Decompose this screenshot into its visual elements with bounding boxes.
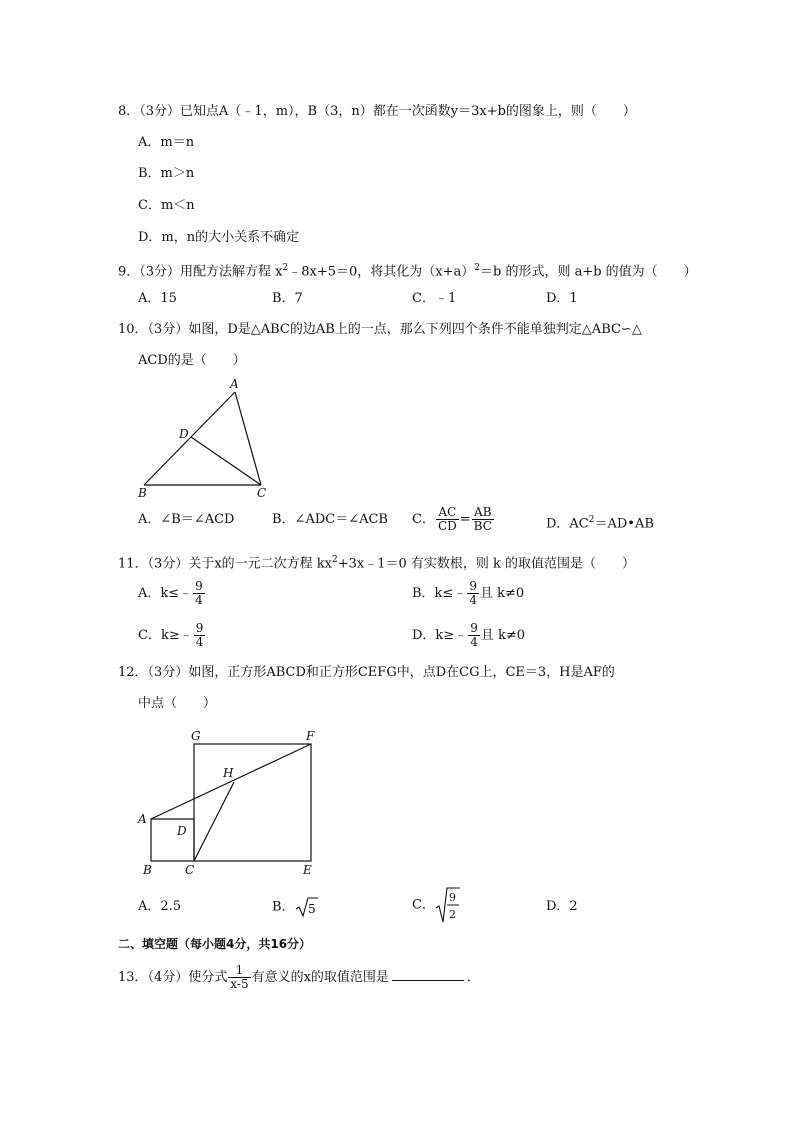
q12-segment-ch bbox=[194, 782, 234, 861]
q10-label-a: A bbox=[230, 377, 239, 391]
q12-label-b: B bbox=[143, 863, 152, 877]
q9-stem-mid: ﹣8x+5＝0，将其化为（x+a） bbox=[288, 264, 475, 280]
q10-frac2-den: BC bbox=[473, 519, 492, 533]
q12-sqrt5 bbox=[295, 893, 319, 921]
q8-option-d[interactable]: D．m，n的大小关系不确定 bbox=[138, 230, 300, 245]
q9-stem bbox=[118, 259, 697, 281]
q10-segment-dc bbox=[191, 437, 261, 485]
q11-option-d-post: 且 k≠0 bbox=[480, 628, 526, 643]
q11-b-fraction bbox=[467, 580, 479, 607]
q11-option-b[interactable] bbox=[412, 578, 524, 610]
q11-stem-pre: 11．（3分）关于x的一元二次方程 kx bbox=[118, 556, 332, 572]
q13-fraction bbox=[228, 964, 250, 991]
q12-label-c: C bbox=[185, 863, 195, 877]
q8-option-c[interactable]: C．m＜n bbox=[138, 198, 195, 213]
q11-c-num: 9 bbox=[195, 621, 204, 635]
q12-label-h: H bbox=[223, 766, 234, 780]
q12-option-d[interactable]: D．2 bbox=[546, 899, 578, 914]
q13-answer-blank[interactable] bbox=[392, 968, 464, 981]
q13-end: ． bbox=[466, 970, 480, 985]
q8-option-b[interactable]: B．m＞n bbox=[138, 166, 195, 181]
q11-a-den: 4 bbox=[195, 593, 203, 607]
q10-frac1-den: CD bbox=[437, 519, 457, 533]
q11-stem bbox=[118, 551, 635, 573]
q12-label-a: A bbox=[138, 812, 147, 826]
q10-fraction-ac-cd bbox=[436, 506, 459, 533]
q12-label-g: G bbox=[191, 729, 201, 743]
q10-stem-line1: 10．（3分）如图，D是△ABC的边AB上的一点，那么下列四个条件不能单独判定△ABC∽△ bbox=[118, 322, 642, 337]
q8-stem: 8．（3分）已知点A（﹣1，m），B（3，n）都在一次函数y＝3x+b的图象上，则（ ） bbox=[118, 104, 636, 119]
q10-option-d-sup: 2 bbox=[588, 515, 595, 525]
q13-post: 有意义的x的取值范围是 bbox=[251, 970, 389, 985]
q10-option-c-prefix: C． bbox=[412, 512, 435, 527]
q12-segment-af bbox=[151, 744, 311, 819]
q11-option-c[interactable] bbox=[138, 620, 206, 652]
q13-num: 1 bbox=[228, 964, 250, 978]
q11-option-a[interactable] bbox=[138, 578, 206, 610]
q10-side-ac bbox=[235, 392, 261, 485]
radical-sign-icon bbox=[295, 896, 319, 918]
q12-stem-line1: 12．（3分）如图，正方形ABCD和正方形CEFG中，点D在CG上，CE＝3，H是AF的 bbox=[118, 665, 615, 680]
q12-c-den: 2 bbox=[448, 907, 456, 921]
q10-option-b[interactable]: B．∠ADC＝∠ACB bbox=[272, 512, 388, 527]
q12-stem-line2: 中点（ ） bbox=[138, 696, 217, 711]
q13-den: x-5 bbox=[230, 977, 249, 991]
q12-option-b-pre: B． bbox=[272, 899, 295, 915]
q12-square-abcd bbox=[151, 819, 194, 861]
q11-a-num: 9 bbox=[195, 579, 203, 593]
q11-c-fraction bbox=[194, 622, 206, 649]
q10-option-d-post: ＝AD•AB bbox=[594, 516, 654, 532]
q12-label-e: E bbox=[303, 863, 312, 877]
q11-b-den: 4 bbox=[469, 593, 477, 607]
q11-option-a-pre: A．k≤﹣ bbox=[138, 586, 193, 601]
section-fill-in-heading: 二、填空题（每小题4分，共16分） bbox=[118, 937, 312, 951]
q10-stem-line2: ACD的是（ ） bbox=[138, 353, 246, 368]
q13-pre: 13．（4分）使分式 bbox=[118, 970, 228, 985]
q11-c-den: 4 bbox=[195, 635, 204, 649]
q11-a-fraction bbox=[193, 580, 205, 607]
q11-d-fraction bbox=[468, 622, 480, 649]
q10-option-d[interactable] bbox=[546, 511, 654, 533]
q12-option-b[interactable] bbox=[272, 893, 319, 922]
q11-option-b-post: 且 k≠0 bbox=[479, 586, 525, 601]
q10-fraction-ab-bc bbox=[472, 506, 494, 533]
q12-option-a[interactable]: A．2.5 bbox=[138, 899, 182, 914]
q12-label-f: F bbox=[306, 729, 315, 743]
q11-d-num: 9 bbox=[470, 621, 478, 635]
q12-square-cefg bbox=[194, 744, 311, 861]
q9-sup1: 2 bbox=[282, 263, 289, 273]
q9-stem-pre: 9．（3分）用配方法解方程 x bbox=[118, 264, 283, 280]
q10-side-ab bbox=[144, 392, 235, 485]
q11-option-b-pre: B．k≤﹣ bbox=[412, 586, 467, 601]
q12-option-c-pre: C． bbox=[412, 897, 435, 913]
q9-sup2: 2 bbox=[474, 263, 480, 273]
q9-stem-post: ＝b 的形式，则 a+b 的值为（ ） bbox=[480, 264, 697, 280]
radical-fraction-icon bbox=[435, 886, 461, 924]
q12-squares-figure bbox=[130, 725, 330, 880]
q10-label-b: B bbox=[138, 486, 147, 500]
q9-option-d[interactable]: D．1 bbox=[546, 291, 578, 306]
q10-frac2-num: AB bbox=[472, 506, 494, 520]
q10-option-a[interactable]: A．∠B＝∠ACD bbox=[138, 512, 235, 527]
q11-option-c-pre: C．k≥﹣ bbox=[138, 628, 193, 643]
q12-sqrt-9-over-2 bbox=[435, 885, 461, 925]
q11-d-den: 4 bbox=[470, 635, 478, 649]
q11-b-num: 9 bbox=[469, 579, 477, 593]
q9-option-c[interactable]: C．﹣1 bbox=[412, 291, 457, 306]
q10-triangle-figure bbox=[130, 375, 280, 505]
q10-label-c: C bbox=[257, 486, 267, 500]
q9-option-a[interactable]: A．15 bbox=[138, 291, 177, 306]
q11-stem-post: +3x﹣1＝0 有实数根，则 k 的取值范围是（ ） bbox=[337, 556, 636, 572]
q12-c-num: 9 bbox=[448, 890, 456, 904]
q12-option-c[interactable] bbox=[412, 885, 461, 926]
q12-radicand-5: 5 bbox=[307, 901, 316, 916]
q8-option-a[interactable]: A．m＝n bbox=[138, 135, 195, 150]
q13-stem bbox=[118, 962, 480, 994]
q11-option-d[interactable] bbox=[412, 620, 525, 652]
q10-label-d: D bbox=[179, 427, 189, 441]
q10-option-d-pre: D．AC bbox=[546, 516, 589, 532]
q10-frac1-num: AC bbox=[436, 506, 459, 520]
q11-option-d-pre: D．k≥﹣ bbox=[412, 628, 468, 643]
q10-option-c[interactable] bbox=[412, 504, 495, 536]
q12-label-d: D bbox=[177, 824, 187, 838]
q11-sup: 2 bbox=[332, 555, 338, 565]
q9-option-b[interactable]: B．7 bbox=[272, 291, 303, 306]
q10-equals: = bbox=[459, 512, 471, 527]
